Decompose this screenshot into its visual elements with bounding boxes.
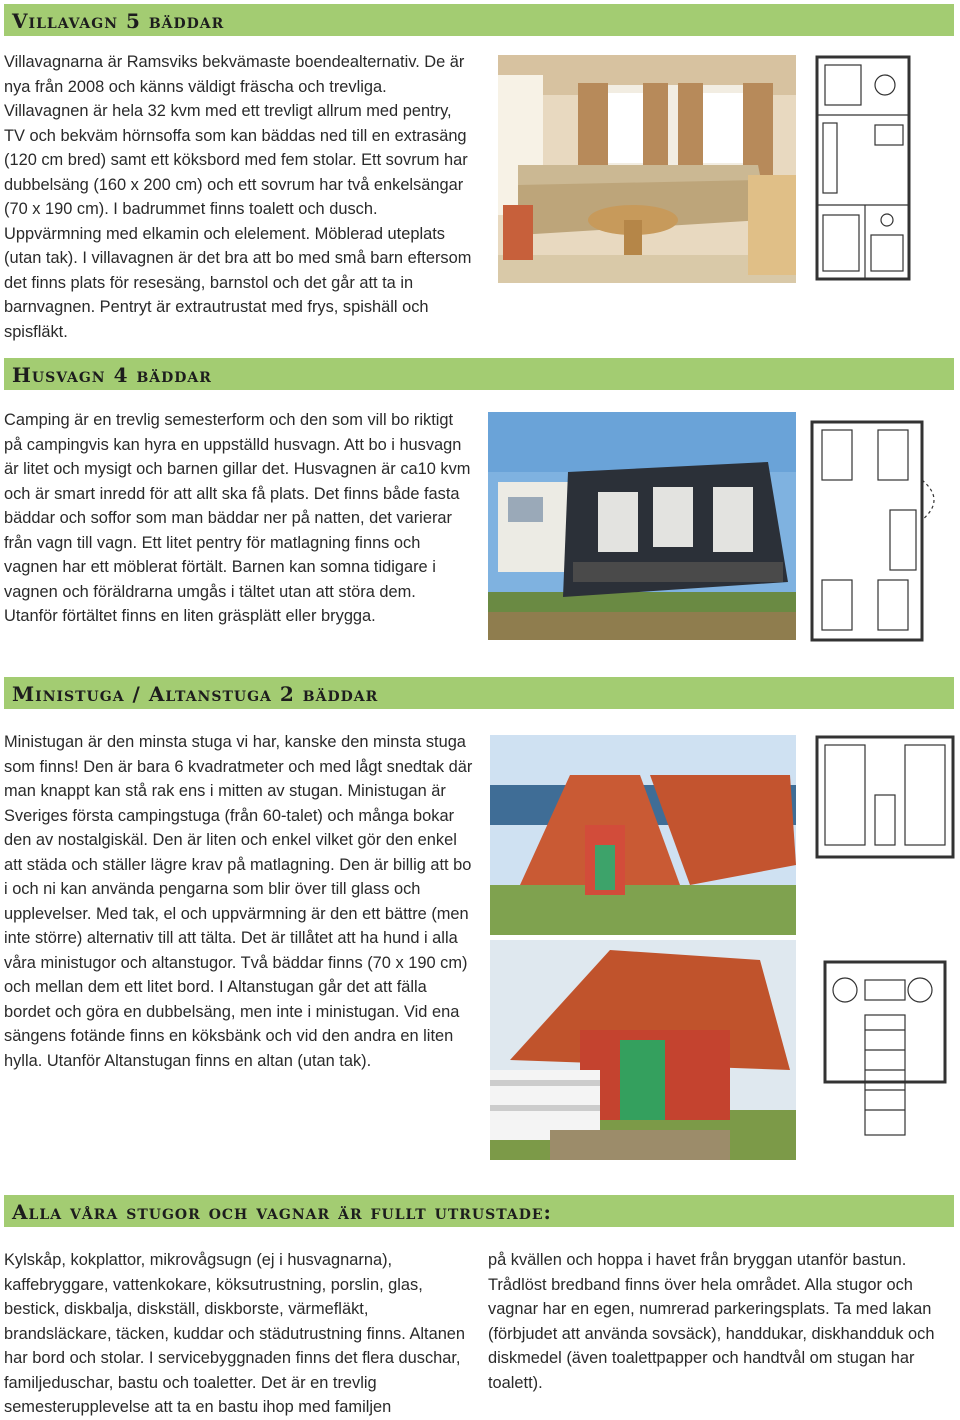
ministuga-photo <box>490 735 796 935</box>
section-text-husvagn <box>4 408 474 629</box>
husvagn-photo <box>488 412 796 640</box>
paragraph: Camping är en trevlig semesterform och den som vill bo riktigt på campingvis kan hyra en uppställd husvagn. Att bo i husvagn är litet och mysigt och barnen gillar det. Husvagnen är ca10 kvm och är smart inredd för att allt ska få plats. Det finns både fasta bäddar och soffor som man bäddar ner på natten, det varierar från vagn till vagn. Ett litet pentry för matlagning finns och vagnen har ett möblerat förtält. Barnen kan somna tidigare i vagnen och föräldrarna umgås i tältet utan att störa dem. Utanför förtältet finns en liten gräsplätt eller brygga. <box>4 411 471 625</box>
ministuga-floorplan <box>815 735 955 859</box>
paragraph: Kylskåp, kokplattor, mikrovågsugn (ej i husvagnarna), kaffebryggare, vattenkokare, köksutrustning, porslin, glas, bestick, diskbalja, diskställ, diskborste, värmefläkt, brandsläckare, täcken, kuddar och städutrustning finns. Altanen har bord och stolar. I servicebyggnaden finns det flera duschar, familjeduschar, bastu och toaletter. Det är en trevlig semesterupplevelse att ta en bastu ihop med familjen <box>4 1251 466 1416</box>
section-text-utrustning-right <box>488 1248 954 1395</box>
altanstuga-floorplan <box>815 960 955 1138</box>
section-text-utrustning-left <box>4 1248 469 1420</box>
section-heading: Alla våra stugor och vagnar är fullt utrustade: <box>12 1200 552 1224</box>
section-text-ministuga <box>4 730 474 1073</box>
altanstuga-photo <box>490 940 796 1160</box>
section-text-villavagn <box>4 50 474 344</box>
paragraph: på kvällen och hoppa i havet från bryggan utanför bastun. Trådlöst bredband finns över hela området. Alla stugor och vagnar har en egen, numrerad parkeringsplats. Ta med lakan (förbjudet att använda sovsäck), handdukar, diskhandduk och diskmedel (även toalettpapper och handtvål om stugan har toalett). <box>488 1251 935 1392</box>
paragraph: Villavagnarna är Ramsviks bekvämaste boendealternativ. De är nya från 2008 och känns väldigt fräscha och trevliga. Villavagnen är hela 32 kvm med ett trevligt allrum med pentry, TV och bekväm hörnsoffa som kan bäddas ned till en extrasäng (120 cm bred) samt ett köksbord med fem stolar. Ett sovrum har dubbelsäng (160 x 200 cm) och ett sovrum har två enkelsängar (70 x 190 cm). I badrummet finns toalett och dusch. Uppvärmning med elkamin och elelement. Möblerad uteplats (utan tak). I villavagnen är det bra att bo med små barn eftersom det finns plats för resesäng, barnstol och det går att ta in barnvagnen. Pentryt är extrautrustat med frys, spishäll och spisfläkt. <box>4 53 472 341</box>
section-heading: Villavagn 5 bäddar <box>12 9 225 33</box>
husvagn-floorplan <box>810 420 946 642</box>
section-header-husvagn <box>4 358 954 390</box>
section-header-ministuga <box>4 677 954 709</box>
villavagn-floorplan <box>815 55 911 281</box>
section-heading: Husvagn 4 bäddar <box>12 363 212 387</box>
section-header-villavagn <box>4 4 954 36</box>
paragraph: Ministugan är den minsta stuga vi har, kanske den minsta stuga som finns! Den är bara 6 kvadratmeter och med lågt snedtak där man knappt kan stå rak ens i mitten av stugan. Ministugan är Sveriges första campingstuga (från 60-talet) och många bokar den av nostalgiskäl. Den är liten och enkel vilket gör den enkel att städa och ställer lägre krav på matlagning. Den är billig att bo i och ni kan använda pengarna som blir över till glass och upplevelser. Med tak, el och uppvärmning är den ett bättre (men inte större) alternativ till att tälta. Det är tillåtet att ha hund i alla våra ministugor och altanstugor. Två bäddar finns (70 x 190 cm) och mellan dem ett litet bord. I Altanstugan går det att fälla bordet och göra en dubbelsäng, men inte i ministugan. Vid ena sängens fotände finns en köksbänk och vid den andra en liten hylla. Utanför Altanstugan finns en altan (utan tak). <box>4 733 473 1070</box>
section-heading: Ministuga / Altanstuga 2 bäddar <box>12 682 379 706</box>
section-header-utrustning <box>4 1195 954 1227</box>
villavagn-interior-photo <box>498 55 796 283</box>
